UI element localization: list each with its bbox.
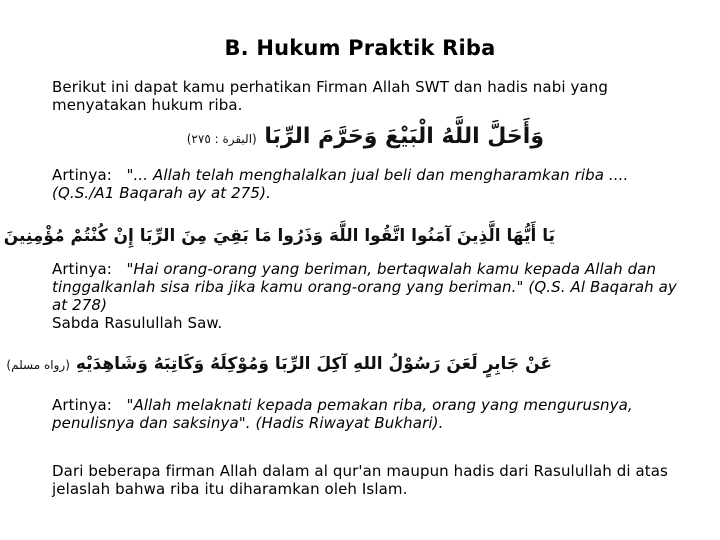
translation-1-text: "... Allah telah menghalalkan jual beli dan mengharamkan riba .... (Q.S./A1 Baqarah ay at 275).: [52, 166, 629, 202]
translation-2-text: "Hai orang-orang yang beriman, bertaqwalah kamu kepada Allah dan tinggalkanlah sisa riba jika kamu orang-orang yang beriman." (Q.S. Al Baqarah ay at 278): [52, 260, 677, 314]
conclusion-paragraph: Dari beberapa firman Allah dalam al qur'an maupun hadis dari Rasulullah di atas jelaslah bahwa riba itu diharamkan oleh Islam.: [52, 462, 668, 498]
arabic-verse-1-source: (البقرة : ٢٧٥): [186, 132, 257, 146]
arabic-verse-1-text: وَأَحَلَّ اللَّهُ الْبَيْعَ وَحَرَّمَ الرِّبَا: [264, 124, 544, 149]
arabic-hadith-text: عَنْ جَابِرٍ لَعَنَ رَسُوْلُ اللهِ آكِلَ الرِّبَا وَمُوْكِلَهُ وَكَاتِبَهُ وَشَاهِدَيْهِ: [75, 354, 552, 374]
arabic-verse-2-text: يَا أَيُّهَا الَّذِينَ آمَنُوا اتَّقُوا اللَّهَ وَذَرُوا مَا بَقِيَ مِنَ الرِّبَا إِنْ كُنْتُمْ مُؤْمِنِينَ: [3, 226, 555, 246]
translation-1-label: Artinya:: [52, 166, 112, 184]
arabic-hadith-source: (رواه مسلم): [6, 358, 70, 372]
translation-3-text: "Allah melaknati kepada pemakan riba, orang yang mengurusnya, penulisnya dan saksinya". (Hadis Riwayat Bukhari).: [52, 396, 633, 432]
translation-2-label: Artinya:: [52, 260, 112, 278]
arabic-hadith: [0, 354, 552, 374]
hadith-intro: Sabda Rasulullah Saw.: [52, 314, 223, 332]
intro-paragraph: Berikut ini dapat kamu perhatikan Firman Allah SWT dan hadis nabi yang menyatakan hukum riba.: [52, 78, 608, 114]
translation-2: [52, 260, 692, 332]
page-title: B. Hukum Praktik Riba: [224, 36, 496, 60]
translation-3-label: Artinya:: [52, 396, 112, 414]
arabic-verse-2: [0, 226, 555, 246]
translation-3: [52, 396, 692, 432]
arabic-verse-1: [179, 124, 544, 149]
translation-1: [52, 166, 692, 202]
